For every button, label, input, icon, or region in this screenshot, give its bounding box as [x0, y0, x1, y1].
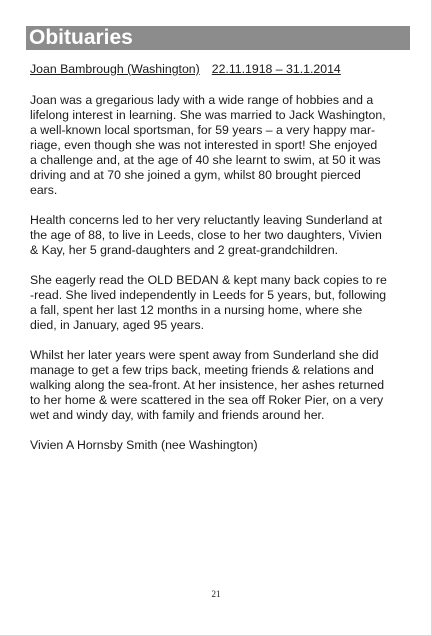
section-title: Obituaries — [29, 26, 133, 49]
text-line: the age of 88, to live in Leeds, close to her two daughters, Vivien — [30, 228, 382, 242]
text-line: a challenge and, at the age of 40 she learnt to swim, at 50 it was — [30, 153, 381, 167]
text-line: riage, even though she was not interested in sport! She enjoyed — [30, 138, 378, 152]
text-line: -read. She lived independently in Leeds for 5 years, but, following — [30, 288, 387, 302]
text-line: & Kay, her 5 grand-daughters and 2 great-grandchildren. — [30, 243, 339, 257]
paragraph-1 — [30, 93, 392, 198]
text-line: a fall, spent her last 12 months in a nursing home, where she — [30, 303, 363, 317]
text-line: wet and windy day, with family and friends around her. — [30, 408, 325, 422]
text-line: died, in January, aged 95 years. — [30, 318, 205, 332]
paragraph-3 — [30, 273, 392, 333]
deceased-name: Joan Bambrough (Washington) — [30, 62, 200, 76]
text-line: Health concerns led to her very reluctantly leaving Sunderland at — [30, 213, 383, 227]
text-line: She eagerly read the OLD BEDAN & kept many back copies to re — [30, 273, 387, 287]
obituary-body — [30, 93, 392, 468]
text-line: manage to get a few trips back, meeting friends & relations and — [30, 363, 374, 377]
section-header-bar — [26, 26, 410, 50]
life-dates: 22.11.1918 – 31.1.2014 — [211, 62, 341, 76]
text-line: a well-known local sportsman, for 59 years – a very happy mar- — [30, 123, 376, 137]
text-line: driving and at 70 she joined a gym, whilst 80 brought pierced — [30, 168, 361, 182]
page-number: 21 — [211, 589, 221, 599]
text-line: walking along the sea-front. At her insistence, her ashes returned — [30, 378, 385, 392]
text-line: ears. — [30, 183, 58, 197]
text-line: Joan was a gregarious lady with a wide range of hobbies and a — [30, 93, 374, 107]
paragraph-2 — [30, 213, 392, 258]
signature: Vivien A Hornsby Smith (nee Washington) — [30, 438, 258, 452]
obituary-heading — [30, 62, 341, 77]
text-line: to her home & were scattered in the sea off Roker Pier, on a very — [30, 393, 384, 407]
paragraph-4 — [30, 348, 392, 423]
text-line: lifelong interest in learning. She was married to Jack Washington, — [30, 108, 386, 122]
text-line: Whilst her later years were spent away from Sunderland she did — [30, 348, 379, 362]
